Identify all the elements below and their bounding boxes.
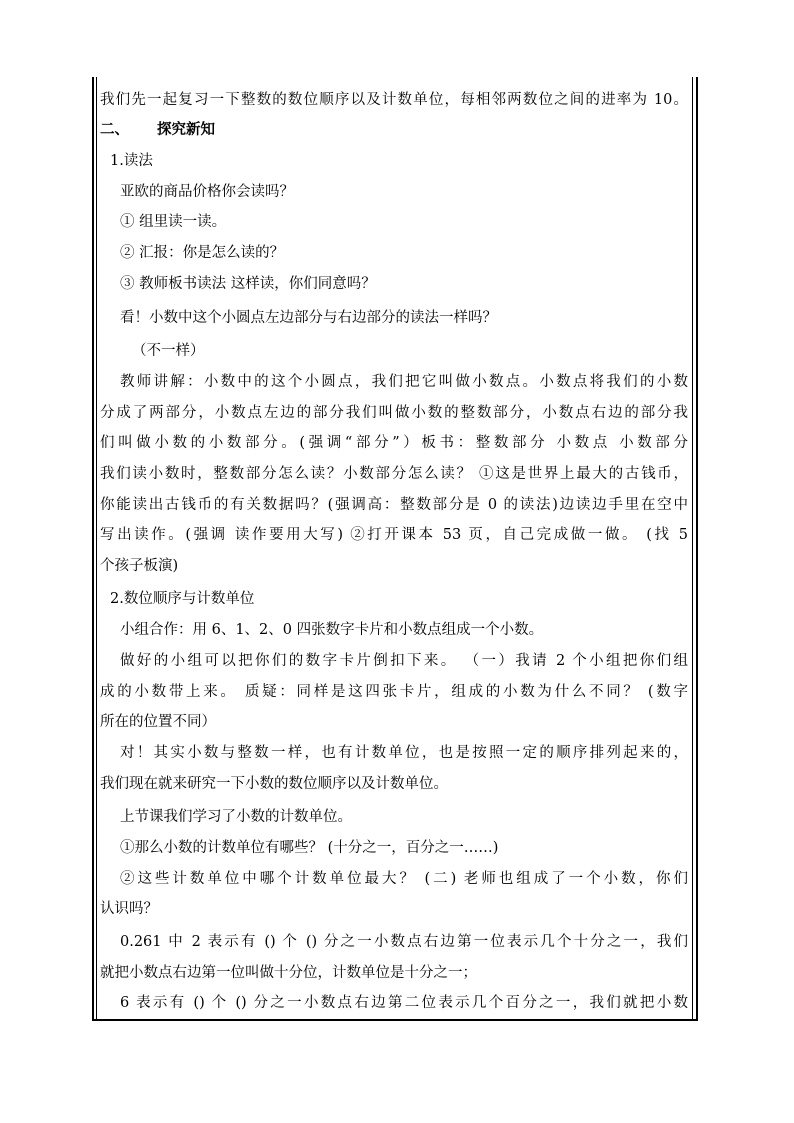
text-line: ③ 教师板书读法 这样读，你们同意吗？ [120,276,376,292]
outer-border-left [92,77,94,1021]
text-line: 你能读出古钱币的有关数据吗？(强调高：整数部分是 0 的读法)边读边手里在空中 [100,497,688,513]
text-line: 看！小数中这个小圆点左边部分与右边部分的读法一样吗？ [120,310,497,326]
text-line: 写出读作。(强调 读作要用大写) ②打开课本 53 页，自己完成做一做。 (找 5 [100,527,688,543]
subheading: 2.数位顺序与计数单位 [110,591,255,607]
text-line: 成的小数带上来。 质疑：同样是这四张卡片，组成的小数为什么不同？ (数字 [100,684,688,700]
text-line: 我们现在就来研究一下小数的数位顺序以及计数单位。 [100,776,448,792]
text-line: 对！其实小数与整数一样，也有计数单位，也是按照一定的顺序排列起来的， [120,745,688,761]
text-line: 6 表示有 () 个 () 分之一小数点右边第二位表示几个百分之一，我们就把小数 [120,995,688,1011]
text-line: ②这些计数单位中哪个计数单位最大？ (二) 老师也组成了一个小数，你们 [120,871,688,887]
text-line: 认识吗？ [100,901,158,917]
text-line: 做好的小组可以把你们的数字卡片倒扣下来。 （一）我请 2 个小组把你们组 [120,653,688,669]
section-number: 二、 [100,122,129,138]
inner-border-right [692,77,693,1021]
text-line: （不一样） [132,343,205,359]
text-line: ①那么小数的计数单位有哪些？ (十分之一，百分之一……) [120,840,499,856]
section-title: 探究新知 [157,122,215,138]
text-line: 上节课我们学习了小数的计数单位。 [120,809,352,825]
text-line: 所在的位置不同） [100,714,216,730]
text-line: 分成了两部分，小数点左边的部分我们叫做小数的整数部分，小数点右边的部分我 [100,405,688,421]
text-line: ① 组里读一读。 [120,214,227,230]
section-heading [100,115,688,146]
outer-border-right [696,77,698,1021]
text-line: 我们读小数时，整数部分怎么读？小数部分怎么读？ ①这是世界上最大的古钱币， [100,466,688,482]
text-line: 们叫做小数的小数部分。(强调“部分”）板书：整数部分 小数点 小数部分 [100,435,688,451]
subheading: 1.读法 [110,153,153,169]
document-body [100,81,688,1017]
text-line: 小组合作：用 6、1、2、0 四张数字卡片和小数点组成一个小数。 [120,622,544,638]
text-line: 个孩子板演) [100,558,179,574]
text-line: 就把小数点右边第一位叫做十分位，计数单位是十分之一； [100,965,477,981]
text-line: 亚欧的商品价格你会读吗？ [120,184,294,200]
text-line: ② 汇报：你是怎么读的？ [120,245,285,261]
inner-border-left [96,77,97,1021]
text-line: 教师讲解：小数中的这个小圆点，我们把它叫做小数点。小数点将我们的小数 [120,374,688,390]
text-line: 0.261 中 2 表示有 () 个 () 分之一小数点右边第一位表示几个十分之一，我们 [120,934,688,950]
text-line: 我们先一起复习一下整数的数位顺序以及计数单位，每相邻两数位之间的进率为 10。 [100,92,688,108]
bottom-border [92,1019,698,1021]
